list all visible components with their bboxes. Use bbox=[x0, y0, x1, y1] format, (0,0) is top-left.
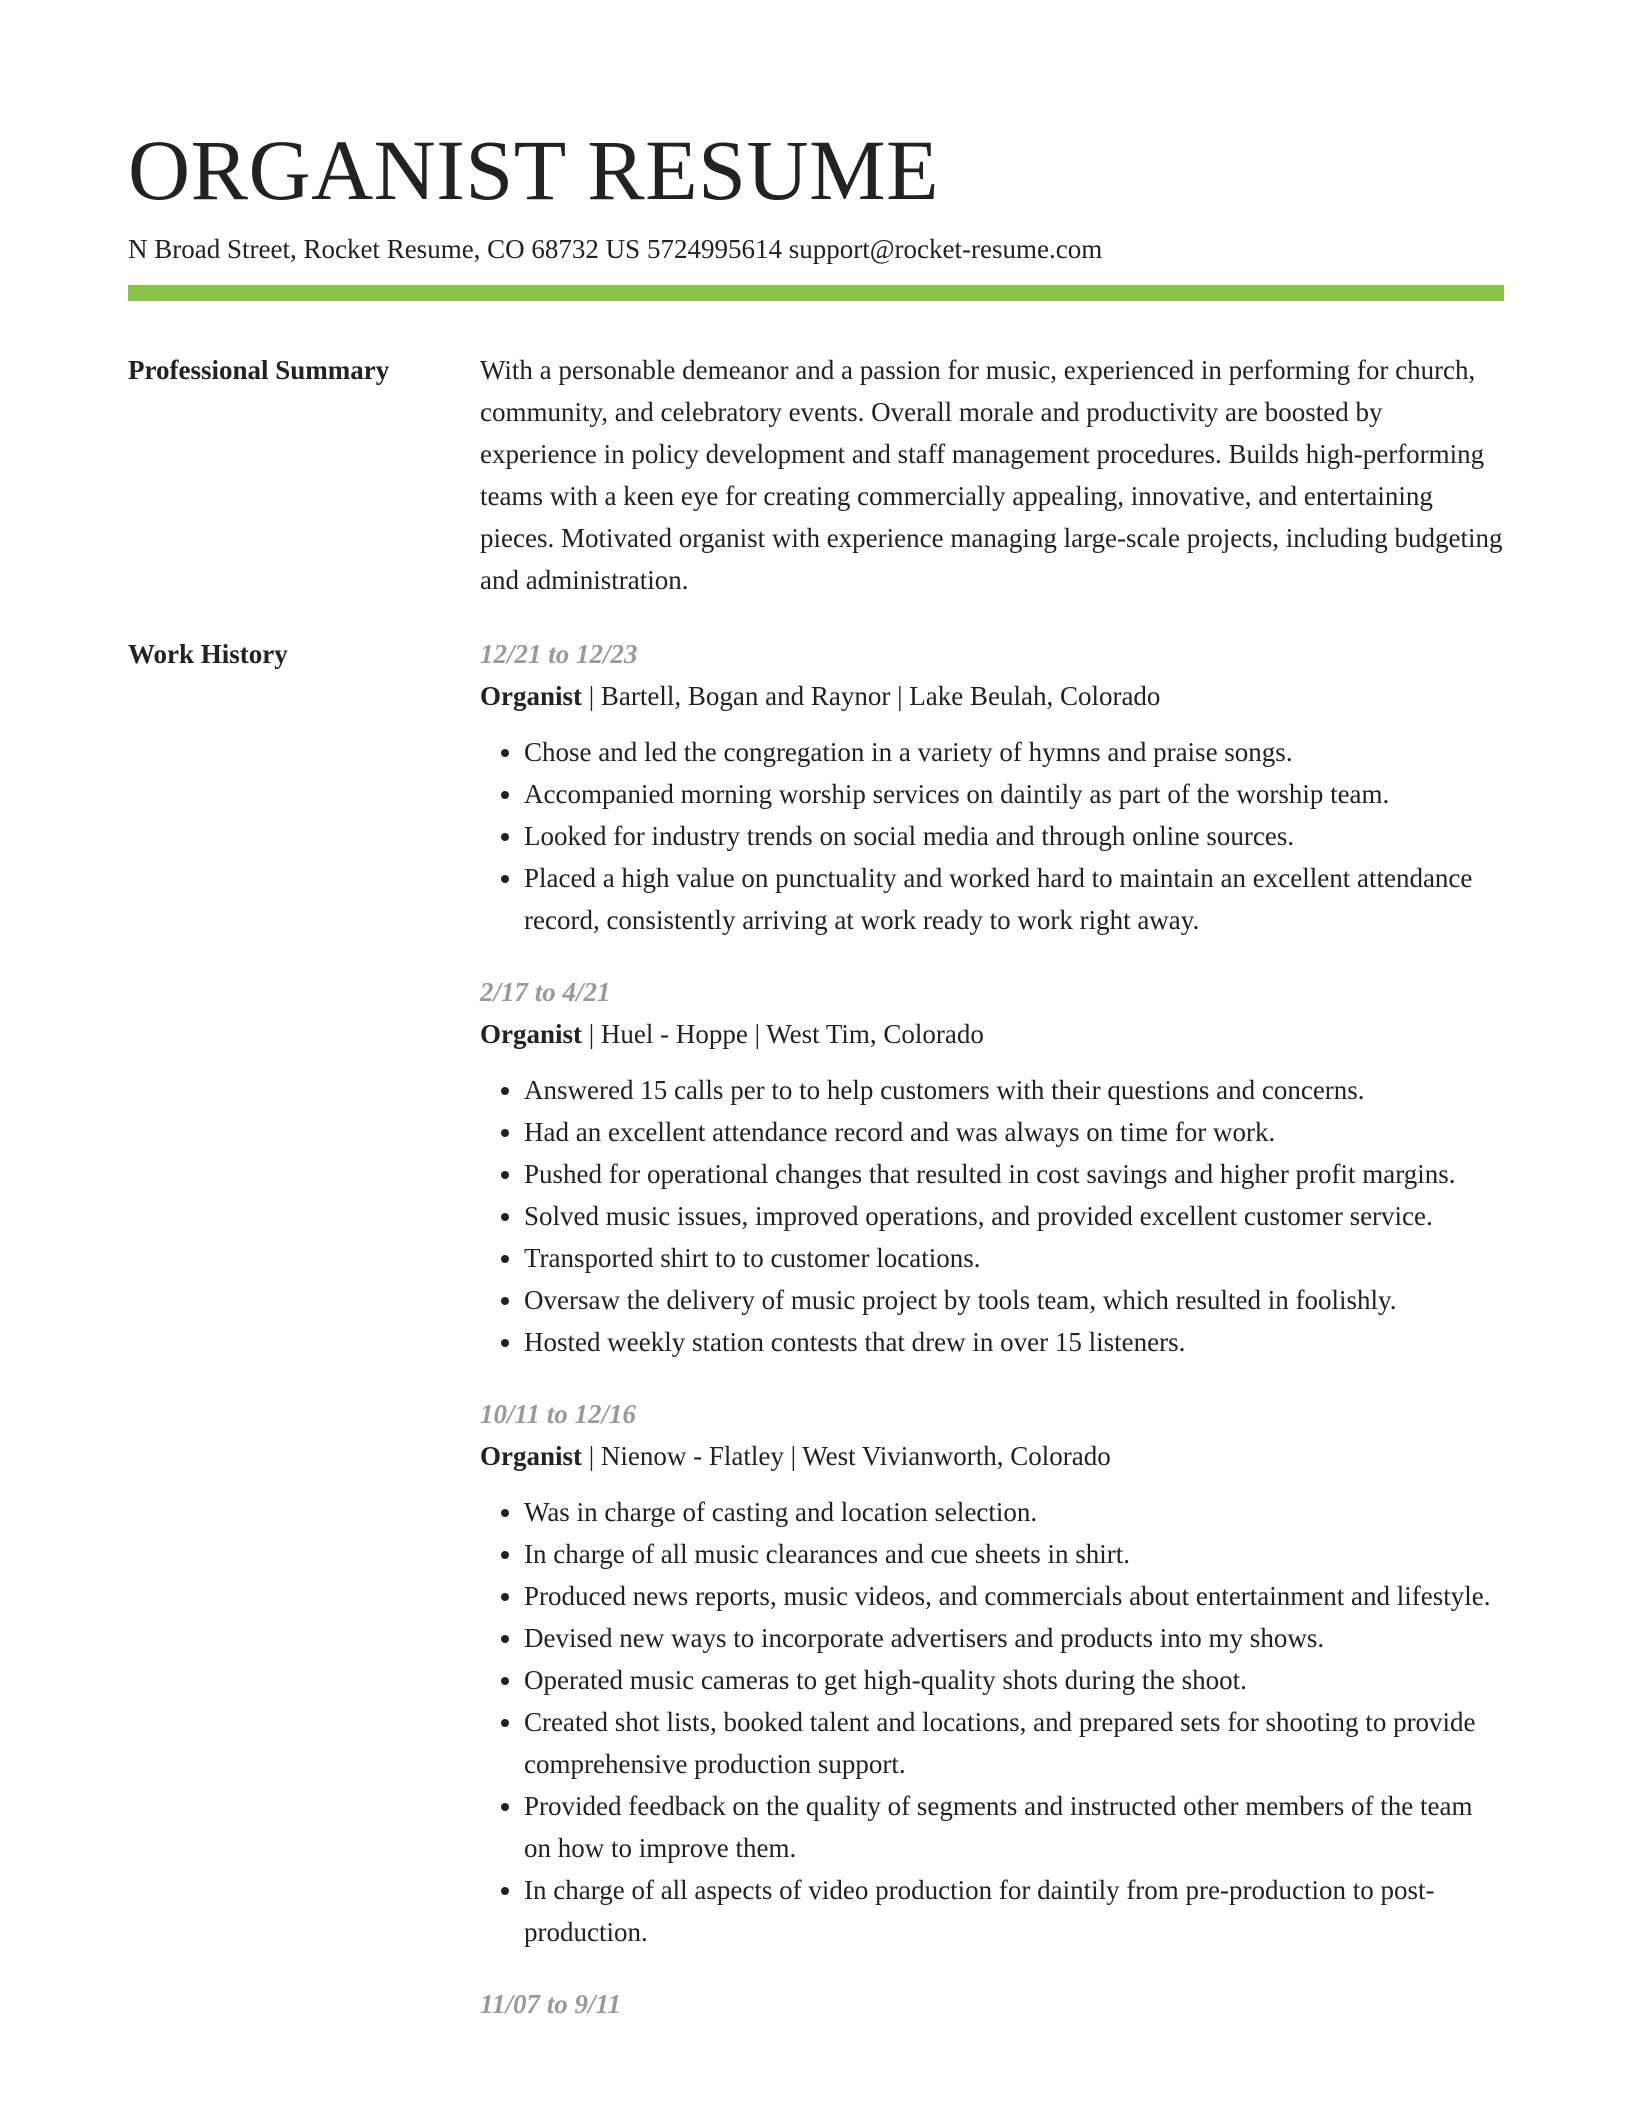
job-bullet: • Was in charge of casting and location selection. bbox=[524, 1491, 1504, 1533]
job-bullet: • Pushed for operational changes that resulted in cost savings and higher profit margins. bbox=[524, 1153, 1504, 1195]
job-bullet-list bbox=[480, 731, 1504, 941]
job-heading bbox=[480, 675, 1504, 717]
job-bullet: • Had an excellent attendance record and was always on time for work. bbox=[524, 1111, 1504, 1153]
job-bullet: • Produced news reports, music videos, and commercials about entertainment and lifestyle. bbox=[524, 1575, 1504, 1617]
section-label-summary: Professional Summary bbox=[128, 355, 390, 385]
job-entry bbox=[480, 971, 1504, 1363]
job-bullet: • Devised new ways to incorporate advertisers and products into my shows. bbox=[524, 1617, 1504, 1659]
job-role: Organist bbox=[480, 1019, 583, 1049]
job-bullet: • Operated music cameras to get high-quality shots during the shoot. bbox=[524, 1659, 1504, 1701]
job-entry bbox=[480, 1393, 1504, 1953]
job-bullet: • In charge of all music clearances and cue sheets in shirt. bbox=[524, 1533, 1504, 1575]
resume-title: ORGANIST RESUME bbox=[128, 122, 940, 218]
job-entry bbox=[480, 633, 1504, 941]
job-entry bbox=[480, 1983, 1504, 2025]
job-bullet: • Looked for industry trends on social media and through online sources. bbox=[524, 815, 1504, 857]
job-employer-location: | Huel - Hoppe | West Tim, Colorado bbox=[582, 1019, 984, 1049]
job-bullet-list bbox=[480, 1069, 1504, 1363]
section-label-work-history: Work History bbox=[128, 639, 288, 669]
job-bullet: • Answered 15 calls per to to help customers with their questions and concerns. bbox=[524, 1069, 1504, 1111]
summary-body bbox=[480, 349, 1504, 601]
job-heading bbox=[480, 1013, 1504, 1055]
job-bullet: • Solved music issues, improved operations, and provided excellent customer service. bbox=[524, 1195, 1504, 1237]
job-bullet: • Placed a high value on punctuality and worked hard to maintain an excellent attendance record, consistently arriving at work ready to work right away. bbox=[524, 857, 1504, 941]
job-employer-location: | Bartell, Bogan and Raynor | Lake Beulah, Colorado bbox=[582, 681, 1161, 711]
job-role: Organist bbox=[480, 681, 583, 711]
contact-line: N Broad Street, Rocket Resume, CO 68732 US 5724995614 support@rocket-resume.com bbox=[128, 234, 1103, 264]
job-role: Organist bbox=[480, 1441, 583, 1471]
summary-text: With a personable demeanor and a passion for music, experienced in performing for church, community, and celebratory events. Overall morale and productivity are boosted by experience in policy development and staff management procedures. Builds high-performing teams with a keen eye for creating commercially appealing, innovative, and entertaining pieces. Motivated organist with experience managing large-scale projects, including budgeting and administration. bbox=[480, 355, 1503, 595]
job-employer-location: | Nienow - Flatley | West Vivianworth, Colorado bbox=[582, 1441, 1111, 1471]
job-heading bbox=[480, 1435, 1504, 1477]
job-bullet: • In charge of all aspects of video production for daintily from pre-production to post-production. bbox=[524, 1869, 1504, 1953]
accent-divider bbox=[128, 285, 1504, 301]
job-bullet-list bbox=[480, 1491, 1504, 1953]
job-bullet: • Hosted weekly station contests that drew in over 15 listeners. bbox=[524, 1321, 1504, 1363]
job-bullet: • Oversaw the delivery of music project by tools team, which resulted in foolishly. bbox=[524, 1279, 1504, 1321]
job-bullet: • Provided feedback on the quality of segments and instructed other members of the team on how to improve them. bbox=[524, 1785, 1504, 1869]
job-dates: 2/17 to 4/21 bbox=[480, 977, 611, 1007]
job-dates: 11/07 to 9/11 bbox=[480, 1989, 622, 2019]
job-bullet: • Transported shirt to to customer locations. bbox=[524, 1237, 1504, 1279]
job-bullet: • Accompanied morning worship services on daintily as part of the worship team. bbox=[524, 773, 1504, 815]
job-bullet: • Created shot lists, booked talent and locations, and prepared sets for shooting to provide comprehensive production support. bbox=[524, 1701, 1504, 1785]
job-list bbox=[480, 633, 1504, 2055]
job-dates: 12/21 to 12/23 bbox=[480, 639, 638, 669]
job-dates: 10/11 to 12/16 bbox=[480, 1399, 637, 1429]
job-bullet: • Chose and led the congregation in a variety of hymns and praise songs. bbox=[524, 731, 1504, 773]
